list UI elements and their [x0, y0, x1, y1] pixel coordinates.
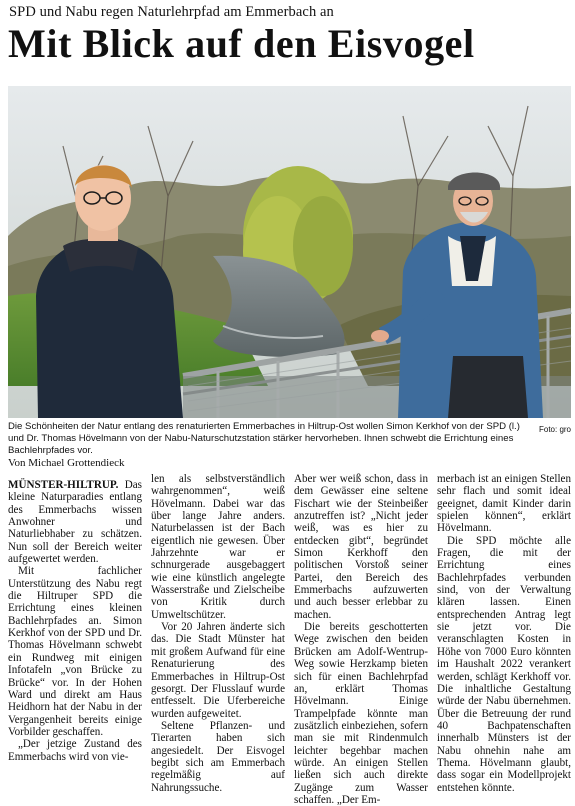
paragraph	[8, 479, 142, 565]
paragraph: len als selbstverständlich wahrgenommen“, weiß Hövelmann. Dabei war das über lange Jahre anders. Naturbelassen ist der Bach eigentlich nie gewesen. Über Jahrzehnte war er schnurgerade ausgebaggert wie eine künstlich angelegte Wasserstraße und Zielscheibe von Kritik durch Umweltschützer.	[151, 473, 285, 621]
paragraph-text: Das kleine Naturparadies entlang des Emmerbachs wissen Anwohner und Naturliebhaber zu schätzen. Nun soll der Bereich weiter aufgewertet werden.	[8, 479, 142, 566]
text-column-4	[437, 473, 571, 794]
caption-text: Die Schönheiten der Natur entlang des renaturierten Emmerbaches in Hiltrup-Ost wollen Simon Kerkhof von der SPD (l.) und Dr. Thomas Hövelmann von der Nabu-Naturschutzstation stärker hervorheben. Ihnen schwebt die Errichtung eines Bachlehrpfades vor.	[8, 421, 520, 457]
paragraph: Aber wer weiß schon, dass in dem Gewässer eine seltene Fischart wie der Steinbeißer anzutreffen ist? „Nicht jeder weiß, was es hier zu entdecken gibt“, begründet Simon Kerkhoff den politischen Vorstoß seiner Partei, den Bereich des Emmerbachs aufzuwerten und auch besser erlebbar zu machen.	[294, 473, 428, 621]
byline: Von Michael Grottendieck	[8, 457, 125, 469]
article-headline: Mit Blick auf den Eisvogel	[8, 21, 475, 66]
text-column-2	[151, 473, 285, 794]
article-photo	[8, 86, 571, 418]
paragraph: Mit fachlicher Unterstützung des Nabu regt die Hiltruper SPD die Errichtung eines kleinen Bachlehrpfades an. Simon Kerkhof von der SPD und Dr. Thomas Hövelmann schwebt ein Rundweg mit einigen Infotafeln „von Brücke zu Brücke“ vor. In der Hohen Ward und direkt am Haus Heidhorn hat der Nabu in der Vergangenheit bereits einige Vorbilder geschaffen.	[8, 565, 142, 738]
text-column-1	[8, 473, 142, 763]
dateline: MÜNSTER-HILTRUP.	[8, 479, 119, 491]
photo-credit: Foto: gro	[538, 425, 571, 434]
text-column-3	[294, 473, 428, 806]
paragraph: Die bereits geschotterten Wege zwischen den beiden Brücken am Adolf-Wentrup-Weg sowie Herzkamp bieten sich für einen Bachlehrpfad an, erklärt Thomas Hövelmann. Einige Trampelpfade könnte man zusätzlich einbeziehen, sofern man sie mit Rindenmulch leichter begehbar machen würde. An einigen Stellen ließen sich auch direkte Zugänge zum Wasser schaffen. „Der Em-	[294, 621, 428, 806]
paragraph: merbach ist an einigen Stellen sehr flach und somit ideal geeignet, damit Kinder darin spielen können“, erklärt Hövelmann.	[437, 473, 571, 535]
photo-caption	[8, 421, 571, 458]
paragraph: Vor 20 Jahren änderte sich das. Die Stadt Münster hat mit großem Aufwand für eine Renaturierung des Emmerbaches in Hiltrup-Ost gesorgt. Der Flusslauf wurde entfesselt. Die Uferbereiche wurden aufgeweitet.	[151, 621, 285, 720]
paragraph: „Der jetzige Zustand des Emmerbachs wird von vie-	[8, 738, 142, 763]
paragraph: Seltene Pflanzen- und Tierarten haben sich angesiedelt. Der Eisvogel begibt sich am Emmerbach regelmäßig auf Nahrungssuche.	[151, 719, 285, 794]
article-kicker: SPD und Nabu regen Naturlehrpfad am Emmerbach an	[9, 4, 334, 20]
paragraph: Die SPD möchte alle Fragen, die mit der Errichtung eines Bachlehrpfades verbunden sind, von der Verwaltung klären lassen. Einen entsprechenden Antrag legt sie jetzt vor. Die veranschlagten Kosten in Höhe von 7000 Euro könnten im Haushalt 2022 verankert werden, schlägt Kerkhoff vor. Die inhaltliche Gestaltung würde der Nabu übernehmen. Über die Betreuung der rund 40 Bachpatenschaften innerhalb Münsters ist der Nabu ohnehin nahe am Thema. Hövelmann glaubt, dass sogar ein Modellprojekt entstehen könnte.	[437, 534, 571, 794]
article-body	[8, 473, 571, 806]
